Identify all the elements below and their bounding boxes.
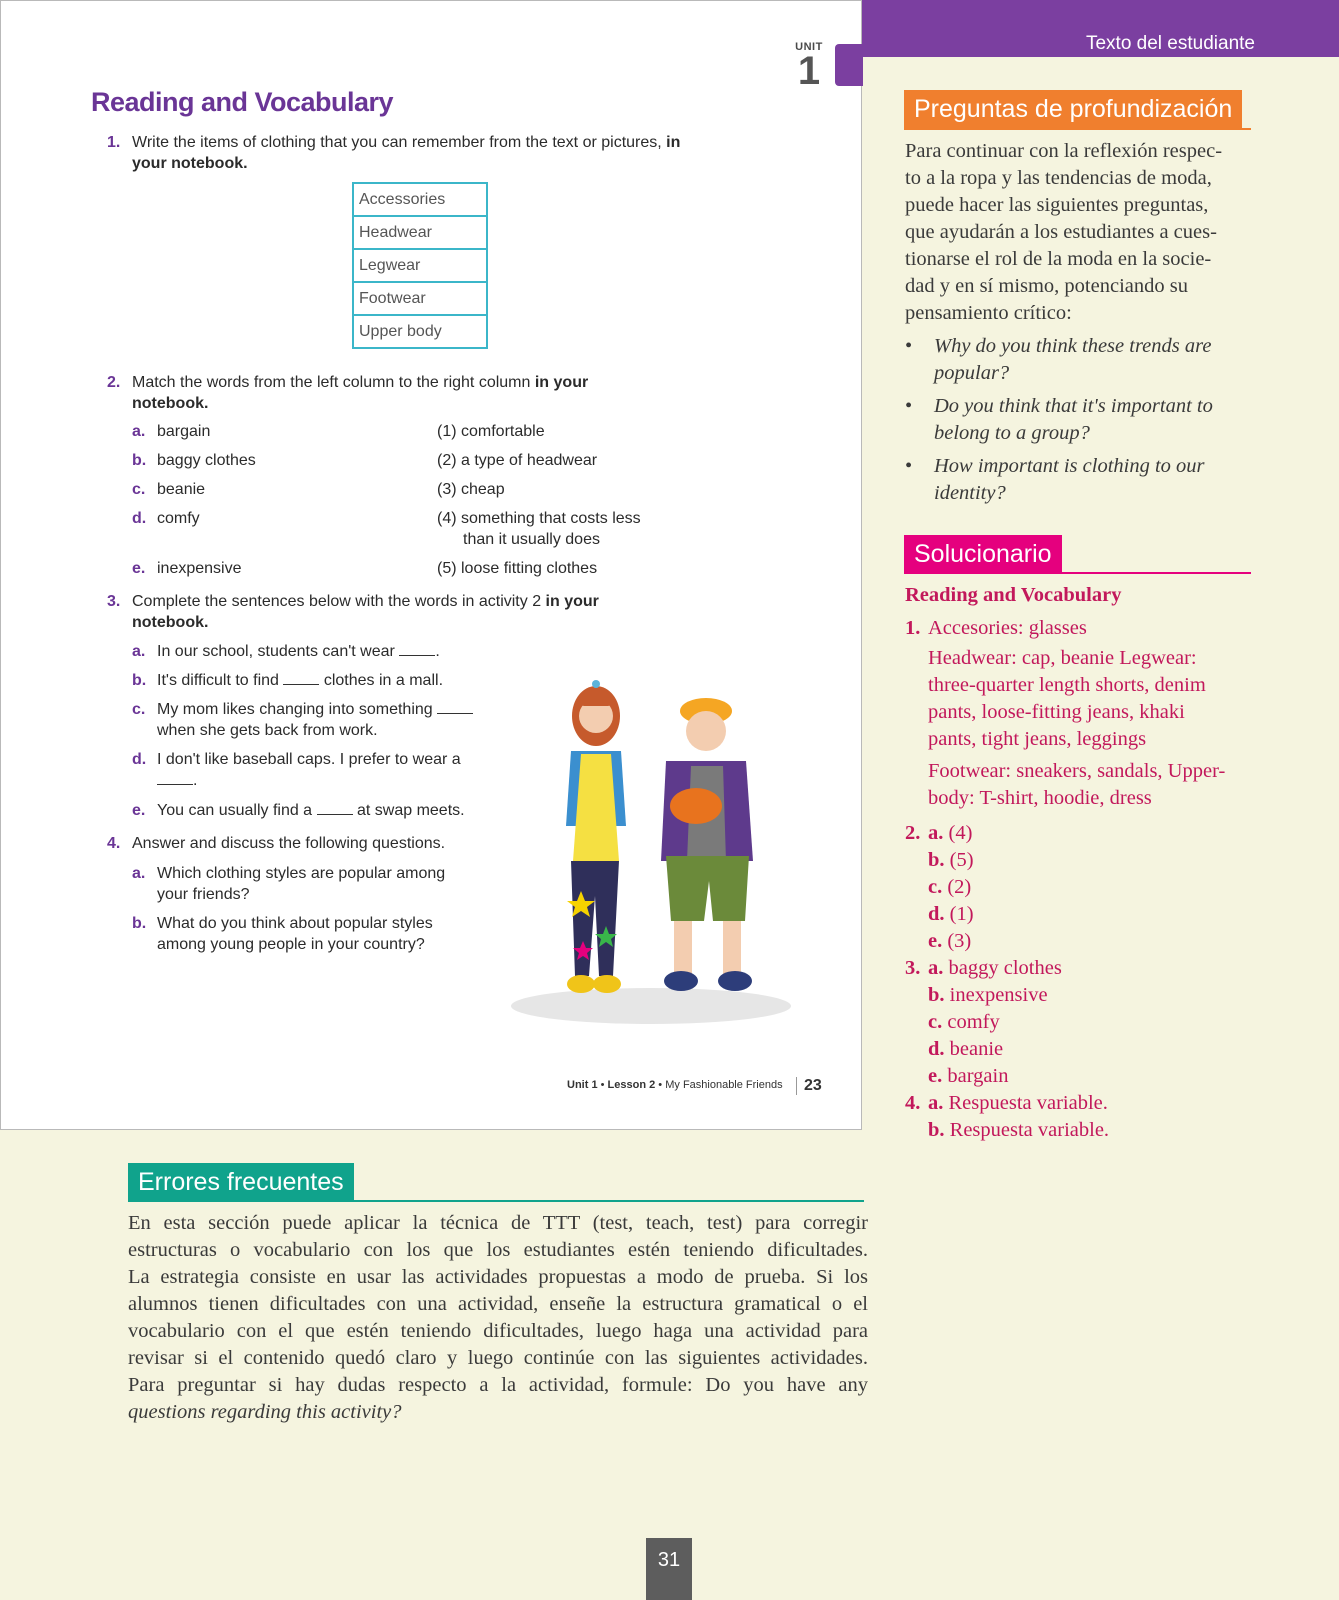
list-item	[905, 453, 1250, 507]
match-right-item: (2) a type of headwear	[437, 452, 598, 469]
match-left-item	[132, 558, 242, 579]
item-text: How important is clothing to our	[934, 455, 1205, 477]
item-letter: c.	[132, 481, 146, 498]
text-line: alumnos tienen dificultades con una actividad, enseñe la estructura gramatical o el	[128, 1293, 868, 1315]
match-right-item: (4) something that costs less	[437, 510, 641, 527]
answer-text: beanie	[949, 1038, 1004, 1060]
answer-letter: b.	[928, 849, 945, 871]
text-line: Para preguntar si hay dudas respecto a la actividad, formule: Do you have any	[128, 1374, 868, 1396]
section-title: Reading and Vocabulary	[91, 87, 394, 117]
item-text: Why do you think these trends are	[934, 335, 1212, 357]
item-letter: a.	[132, 423, 146, 440]
answer-blank	[437, 701, 473, 714]
bullet-icon: •	[905, 335, 913, 357]
solucionario-subtitle: Reading and Vocabulary	[905, 584, 1122, 606]
footer-lesson: Lesson 2	[607, 1079, 656, 1091]
answer-letter: d.	[928, 1038, 945, 1060]
text-line: to a la ropa y las tendencias de moda,	[905, 167, 1212, 189]
item-text: baggy clothes	[157, 452, 256, 469]
item-text: your friends?	[157, 886, 250, 903]
answer-text: Respuesta variable.	[948, 1092, 1108, 1114]
item-text: comfy	[157, 510, 200, 527]
item-letter: a.	[132, 643, 146, 660]
item-text: inexpensive	[157, 560, 242, 577]
answer-text: (5)	[949, 849, 974, 871]
item-text: bargain	[157, 423, 211, 440]
answer-text: inexpensive	[949, 984, 1048, 1006]
question-text: Write the items of clothing that you can remember from the text or pictures,	[132, 134, 662, 151]
question-number: 4.	[107, 835, 121, 852]
text-line: puede hacer las siguientes preguntas,	[905, 194, 1209, 216]
answer-number: 4.	[905, 1092, 921, 1114]
item-text: belong to a group?	[934, 422, 1090, 444]
match-right-item: (1) comfortable	[437, 423, 545, 440]
sentence-text: when she gets back from work.	[157, 722, 378, 739]
question-bold-text: in your notebook.	[132, 593, 599, 631]
category-cell: Legwear	[354, 250, 486, 283]
question-3	[107, 591, 642, 633]
discussion-item	[132, 913, 433, 955]
sentence-item	[132, 699, 473, 741]
category-cell: Footwear	[354, 283, 486, 316]
text-line: Para continuar con la reflexión respec-	[905, 140, 1223, 162]
sentence-text: clothes in a mall.	[323, 672, 444, 689]
unit-label: UNIT	[795, 41, 823, 53]
answer-letter: e.	[928, 1065, 943, 1087]
text-line: que ayudarán a los estudiantes a cues-	[905, 221, 1217, 243]
unit-number: 1	[797, 49, 821, 93]
sentence-text: You can usually find a	[157, 802, 313, 819]
answer-letter: a.	[928, 822, 944, 844]
sentence-item	[132, 641, 440, 662]
answer-footwear	[928, 758, 1250, 812]
solucionario-heading: Solucionario	[904, 535, 1062, 573]
answer-text: (2)	[947, 876, 972, 898]
category-cell: Upper body	[359, 323, 442, 340]
answer-headwear	[928, 645, 1250, 753]
question-bold-text: in your notebook.	[132, 374, 589, 412]
question-1	[107, 132, 682, 174]
sentence-item	[132, 800, 465, 821]
item-letter: e.	[132, 802, 146, 819]
item-text: among young people in your country?	[157, 936, 425, 953]
item-text: Do you think that it's important to	[934, 395, 1213, 417]
question-text: Answer and discuss the following questions.	[132, 835, 446, 852]
sentence-text: In our school, students can't wear	[157, 643, 395, 660]
student-book-page	[0, 0, 862, 1130]
match-left-item	[132, 421, 210, 442]
page-footer	[567, 1079, 783, 1091]
text-line: Headwear: cap, beanie Legwear:	[928, 647, 1197, 669]
answer-blank	[283, 672, 319, 685]
text-line: body: T-shirt, hoodie, dress	[928, 787, 1152, 809]
unit-marker	[794, 41, 824, 93]
answer-blank	[157, 772, 193, 785]
answer-letter: d.	[928, 903, 945, 925]
header-bar	[862, 0, 1339, 57]
text-line: revisar si el contenido quedó claro y luego continúe con las siguientes actividades.	[128, 1347, 868, 1369]
errores-rule	[128, 1200, 864, 1202]
match-right-item: (5) loose fitting clothes	[437, 560, 598, 577]
list-item	[905, 333, 1250, 387]
answer-text: Respuesta variable.	[949, 1119, 1110, 1141]
match-right-item-cont: than it usually does	[463, 531, 600, 548]
footer-divider	[796, 1077, 797, 1095]
text-line: estructuras o vocabulario con los que los estudiantes estén teniendo dificultades.	[128, 1239, 868, 1261]
text-line: dad y en sí mismo, potenciando su	[905, 275, 1188, 297]
item-letter: c.	[132, 701, 146, 718]
text-line: tionarse el rol de la moda en la socie-	[905, 248, 1212, 270]
text-line: En esta sección puede aplicar la técnica de TTT (test, teach, test) para corregir	[128, 1212, 868, 1234]
item-letter: d.	[132, 510, 147, 527]
preguntas-intro	[905, 138, 1255, 327]
item-letter: a.	[132, 865, 146, 882]
text-line: vocabulario con el que estén teniendo dificultades, luego haga una actividad para	[128, 1320, 868, 1342]
list-item	[905, 393, 1250, 447]
question-number: 3.	[107, 593, 121, 610]
answer-letter: a.	[928, 957, 944, 979]
footer-title: My Fashionable Friends	[665, 1079, 783, 1091]
item-letter: b.	[132, 452, 147, 469]
errores-body	[128, 1210, 868, 1426]
sentence-text: .	[435, 643, 440, 660]
answer-blank	[399, 643, 435, 656]
item-text: Which clothing styles are popular among	[157, 865, 446, 882]
clothing-category-table	[352, 182, 488, 349]
sentence-text: at swap meets.	[356, 802, 465, 819]
sentence-text: It's difficult to find	[157, 672, 279, 689]
answer-letter: e.	[928, 930, 943, 952]
discussion-item	[132, 863, 445, 905]
item-letter: b.	[132, 672, 147, 689]
bullet-icon: •	[905, 455, 913, 477]
header-label: Texto del estudiante	[1085, 33, 1255, 54]
answer-letter: b.	[928, 1119, 945, 1141]
footer-separator: •	[600, 1079, 605, 1091]
category-cell: Accessories	[354, 184, 486, 217]
sentence-item	[132, 670, 443, 691]
match-left-item	[132, 479, 205, 500]
question-number: 2.	[107, 374, 121, 391]
sentence-text: I don't like baseball caps. I prefer to wear a	[157, 751, 461, 768]
answer-number: 1.	[905, 617, 921, 639]
text-line: three-quarter length shorts, denim	[928, 674, 1206, 696]
item-text: popular?	[934, 362, 1010, 384]
bullet-icon: •	[905, 395, 913, 417]
answer-1	[905, 615, 1250, 815]
question-bold-text: in your notebook.	[132, 134, 681, 172]
question-number: 1.	[107, 134, 121, 151]
answer-text: comfy	[947, 1011, 1000, 1033]
answer-number: 2.	[905, 822, 921, 844]
answer-letter: a.	[928, 1092, 944, 1114]
match-left-item	[132, 508, 200, 529]
text-line: Footwear: sneakers, sandals, Upper-	[928, 760, 1226, 782]
text-line: questions regarding this activity?	[128, 1401, 402, 1423]
item-letter: e.	[132, 560, 146, 577]
answer-letter: c.	[928, 1011, 943, 1033]
answer-number: 3.	[905, 957, 921, 979]
unit-tab	[835, 44, 863, 86]
footer-separator: •	[658, 1079, 663, 1091]
category-cell: Headwear	[354, 217, 486, 250]
text-line: pants, tight jeans, leggings	[928, 728, 1147, 750]
item-text: identity?	[934, 482, 1006, 504]
answer-text: (1)	[949, 903, 974, 925]
item-text: What do you think about popular styles	[157, 915, 433, 932]
page-number-tab: 31	[646, 1538, 692, 1600]
question-text: Match the words from the left column to the right column	[132, 374, 531, 391]
footer-unit: Unit 1	[567, 1079, 598, 1091]
item-letter: b.	[132, 915, 147, 932]
question-2	[107, 372, 642, 414]
answer-text: Accesories: glasses	[928, 617, 1087, 639]
preguntas-heading: Preguntas de profundización	[904, 90, 1242, 128]
sentence-text: My mom likes changing into something	[157, 701, 433, 718]
answer-text: bargain	[947, 1065, 1009, 1087]
preguntas-rule	[904, 128, 1251, 130]
student-page-number: 23	[804, 1077, 822, 1094]
match-left-item	[132, 450, 256, 471]
match-right-item: (3) cheap	[437, 481, 505, 498]
answer-text: (4)	[948, 822, 973, 844]
teen-characters-illustration	[501, 676, 801, 1031]
item-letter: d.	[132, 751, 147, 768]
answer-blank	[317, 802, 353, 815]
text-line: pensamiento crítico:	[905, 302, 1072, 324]
question-list	[905, 333, 1250, 513]
answer-letter: c.	[928, 876, 943, 898]
text-line: La estrategia consiste en usar las actividades propuestas a modo de prueba. Si los	[128, 1266, 868, 1288]
sentence-item: d. I don't like baseball caps. I prefer to wear a .	[132, 751, 461, 789]
answer-text: (3)	[947, 930, 972, 952]
errores-heading: Errores frecuentes	[128, 1163, 354, 1201]
question-text: Complete the sentences below with the words in activity 2	[132, 593, 542, 610]
text-line: pants, loose-fitting jeans, khaki	[928, 701, 1185, 723]
solucionario-rule	[904, 572, 1251, 574]
answer-letter: b.	[928, 984, 945, 1006]
item-text: beanie	[157, 481, 206, 498]
answer-text: baggy clothes	[948, 957, 1062, 979]
